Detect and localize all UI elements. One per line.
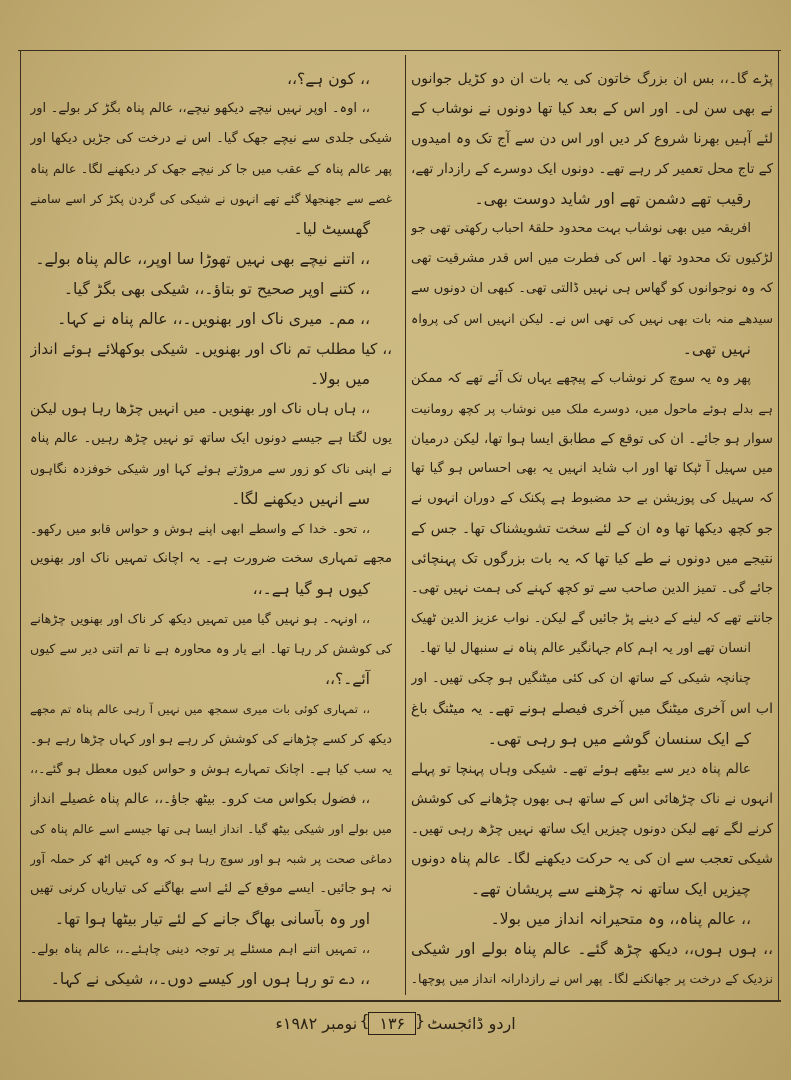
text-line: سے انہیں دیکھنے لگا۔: [231, 490, 370, 508]
text-line: سوار ہو جائے۔ ان کی توقع کے مطابق ایسا ہوا تھا، لیکن درمیان: [411, 431, 773, 447]
text-line: ،، ہوں ہوں،، دیکھ چڑھ گئے۔ عالم پناہ بولے اور شیکی: [411, 940, 773, 958]
text-line: پھر وہ یہ سوچ کر نوشاب کے پیچھے یہاں تک آئے تھے کہ ممکن: [411, 371, 751, 386]
text-line: ،، تمہیں اتنے اہم مسئلے پر توجہ دینی چاہئے۔،، عالم پناہ بولے۔: [30, 941, 370, 956]
text-line: کہ سہیل کی پوزیشن بے حد مضبوط ہے پکنک کے دوران انہوں نے: [411, 491, 773, 506]
text-line: کے ایک سنسان گوشے میں ہو رہی تھی۔: [487, 730, 751, 748]
text-line: ،، تحو۔ خدا کے واسطے ابھی اپنے ہوش و حواس قابو میں رکھو۔: [30, 521, 370, 536]
frame-top-rule: [18, 50, 781, 51]
text-line: کرنے لگے تھے لیکن دونوں چیزیں ایک ساتھ نہیں چڑھ رہی تھیں۔: [411, 821, 773, 837]
column-divider: [405, 55, 406, 995]
frame-right-rule: [778, 50, 779, 1000]
text-line: لئے آہیں بھرنا شروع کر دیں اور اس دن سے آج تک وہ امیدوں: [411, 131, 773, 147]
text-line: ،، کیا مطلب تم ناک اور بھنویں۔ شیکی بوکھلائے ہوئے انداز: [30, 340, 392, 358]
text-line: کے تاج محل تعمیر کر رہے تھے۔ دونوں ایک دوسرے کے رازدار تھے،: [411, 161, 773, 177]
text-line: شیکی جلدی سے نیچے جھک گیا۔ اس نے درخت کی جڑیں دیکھا اور: [30, 131, 392, 146]
magazine-name: اردو ڈائجسٹ: [427, 1014, 516, 1033]
text-line: دیکھ کر کسے چڑھانے کی کوشش کر رہے ہو اور کہاں چڑھا رہے ہو۔: [30, 731, 392, 746]
text-line: میں بولے اور شیکی بیٹھ گیا۔ انداز ایسا ہی تھا جیسے اسے عالم پناہ کی: [30, 822, 392, 836]
text-line: شیکی تعجب سے ان کی یہ حرکت دیکھنے لگا۔ عالم پناہ دونوں: [411, 851, 773, 867]
text-line: چیزیں ایک ساتھ نہ چڑھنے سے پریشان تھے۔: [471, 880, 751, 898]
text-line: چنانچہ شیکی کے ساتھ ان کی کئی میٹنگیں ہو چکی تھیں۔ اور: [411, 671, 751, 686]
text-line: رقیب تھے دشمن تھے اور شاید دوست بھی۔: [474, 190, 751, 208]
text-line: میں سہیل آ ٹپکا تھا اور اب شاید انہیں یہ بھی احساس ہو گیا تھا: [411, 461, 773, 476]
text-line: یوں لگتا ہے جیسے دونوں ایک ساتھ تو نہیں چڑھ رہیں۔ عالم پناہ: [30, 431, 392, 446]
text-line: اور وہ بآسانی بھاگ جانے کے لئے تیار بیٹھا ہوا تھا۔: [54, 910, 370, 928]
text-line: ،، فضول بکواس مت کرو۔ بیٹھ جاؤ۔،، عالم پناہ غصیلے انداز: [30, 791, 370, 807]
left-text-column: [30, 64, 392, 994]
text-line: غصے سے جھنجھلا گئے تھے انہوں نے شیکی کی گردن پکڑ کر اسے سامنے: [30, 192, 392, 206]
text-line: انہوں نے ناک چڑھائی اس کے ساتھ ہی بھوں چڑھانے کی کوشش: [411, 791, 773, 807]
text-line: ،، کتنے اوپر صحیح تو بتاؤ۔،، شیکی بھی بگڑ گیا۔: [63, 280, 370, 298]
page-number: { ۱۳۶ }: [368, 1012, 416, 1035]
right-text-column: [411, 64, 773, 994]
text-line: لڑکیوں تک محدود تھا۔ اس کی فطرت میں اس قدر مشرقیت تھی: [411, 251, 773, 266]
text-line: نہیں تھی۔: [682, 340, 751, 358]
text-line: ،، عالم پناہ،، وہ متحیرانہ انداز میں بولا۔: [490, 910, 751, 928]
text-line: سیدھے منہ بات بھی نہیں کی تھی اس نے۔ لیکن انہیں اس کی پرواہ: [411, 311, 773, 326]
text-line: پڑے گا۔،، بس ان بزرگ خاتون کی یہ بات ان دو کڑیل جوانوں: [411, 71, 773, 87]
frame-left-rule: [20, 50, 21, 1000]
text-line: جائے گی۔ تمیز الدین صاحب سے تو کچھ کہنے کی ہمت نہیں تھی۔: [411, 581, 773, 596]
text-line: نتیجے میں دونوں نے طے کیا تھا کہ یہ بات بزرگوں تک پہنچائی: [411, 551, 773, 567]
text-line: گھسیٹ لیا۔: [293, 220, 370, 238]
text-line: پھر عالم پناہ کے عقب میں جا کر نیچے جھک کر دیکھنے لگا۔ عالم پناہ: [30, 161, 392, 176]
text-line: مجھے تمہاری سخت ضرورت ہے۔ یہ اچانک تمہیں ناک اور بھنویں: [30, 551, 392, 566]
text-line: ،، کون ہے؟،،: [286, 70, 370, 88]
text-line: کیوں ہو گیا ہے۔،،: [252, 580, 370, 598]
frame-bottom-rule: [18, 1000, 781, 1002]
text-line: عالم پناہ دیر سے بیٹھے ہوئے تھے۔ شیکی وہاں پہنچا تو پہلے: [411, 761, 751, 777]
text-line: انسان تھے اور یہ اہم کام جہانگیر عالم پناہ نے سنبھال لیا تھا۔: [419, 641, 751, 656]
text-line: کہ وہ نوجوانوں کو گھاس ہی نہیں ڈالتی تھی۔ کبھی ان دونوں سے: [411, 281, 773, 296]
text-line: افریقہ میں بھی نوشاب بہت محدود حلقۂ احباب رکھتی تھی جو: [411, 221, 751, 236]
text-line: جانتے تھے کہ لینے کے دینے پڑ جائیں گے لیکن۔ نواب عزیز الدین ٹھیک: [411, 611, 773, 626]
text-line: ،، اتنے نیچے بھی نہیں تھوڑا سا اوپر،، عالم پناہ بولے۔: [35, 250, 370, 268]
page-footer: [0, 1012, 791, 1035]
text-line: جو کچھ دیکھا تھا وہ ان کے لئے سخت تشویشناک تھا۔ جس کے: [411, 521, 773, 537]
text-line: آئے۔؟،،: [324, 670, 370, 688]
text-line: ،، اونہہ۔ ہو نہیں گیا میں تمہیں دیکھ کر ناک اور بھنویں چڑھانے: [30, 611, 370, 626]
text-line: نہ ہو جائیں۔ ایسے موقع کے لئے اسے بھاگنے کی تیاریاں کرنی تھیں: [30, 881, 392, 896]
text-line: ،، ہاں ہاں ناک اور بھنویں۔ میں انہیں چڑھا رہا ہوں لیکن: [30, 401, 370, 417]
text-line: ہے بدلے ہوئے ماحول میں، دوسرے ملک میں نوشاب پر کچھ رومانیت: [411, 401, 773, 416]
text-line: ،، مم۔ میری ناک اور بھنویں۔،، عالم پناہ نے کہا۔: [57, 310, 370, 328]
text-line: ،، اوہ۔ اوپر نہیں نیچے دیکھو نیچے،، عالم پناہ بگڑ کر بولے۔ اور: [30, 101, 370, 116]
text-line: ،، تمہاری کوئی بات میری سمجھ میں نہیں آ رہی عالم پناہ تم مجھے: [30, 702, 370, 716]
text-line: کی کوشش کر رہا تھا۔ ابے یار وہ محاورہ ہے نا تم اتنی دیر سے کیوں: [30, 641, 392, 656]
issue-date: نومبر ۱۹۸۲ء: [275, 1014, 358, 1033]
text-line: میں بولا۔: [310, 370, 370, 388]
text-line: نے بھی سن لی۔ اور اس کے بعد کیا تھا دونوں نے نوشاب کے: [411, 101, 773, 117]
text-line: یہ سب کیا ہے۔ اچانک تمہارے ہوش و حواس کیوں معطل ہو گئے۔،،: [30, 761, 392, 776]
text-line: اب اس آخری میٹنگ میں آخری فیصلے ہونے تھے۔ یہ میٹنگ باغ: [411, 701, 773, 717]
text-line: دماغی صحت پر شبہ ہو اور سوچ رہا ہو کہ وہ کہیں اٹھ کر حملہ آور: [30, 852, 392, 866]
text-line: ،، دے تو رہا ہوں اور کیسے دوں۔،، شیکی نے کہا۔: [50, 970, 370, 988]
text-line: نزدیک کے درخت پر جھانکنے لگا۔ پھر اس نے رازدارانہ انداز میں پوچھا۔: [411, 971, 773, 986]
text-line: نے اپنی ناک کو زور سے مروڑتے ہوئے کہا اور شیکی خوفزدہ نگاہوں: [30, 461, 392, 476]
